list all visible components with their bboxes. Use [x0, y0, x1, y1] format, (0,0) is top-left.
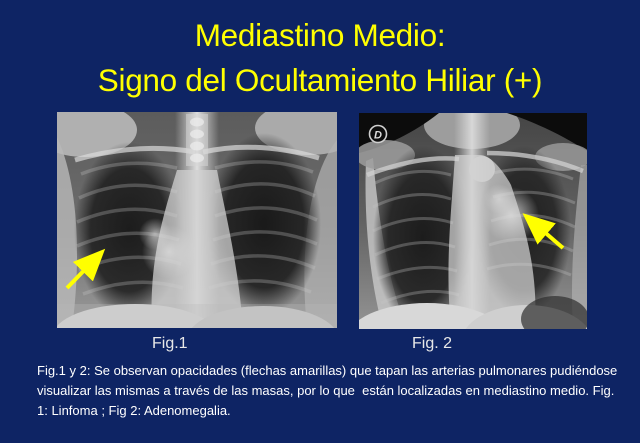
slide-caption: Fig.1 y 2: Se observan opacidades (flechas amarillas) que tapan las arterias pulmonares pudiéndose visualizar las mismas a través de las masas, por lo que están localizadas en mediastino medio. Fig. 1: Linfoma ; Fig 2: Adenomegalia. [37, 363, 621, 418]
side-marker-d-letter: D [374, 129, 382, 142]
diaphragm-fig1 [57, 304, 337, 328]
figure-1 [57, 112, 337, 328]
figure-2-label: Fig. 2 [412, 335, 453, 352]
slide-title [0, 13, 640, 103]
side-marker-d [370, 126, 387, 143]
xray-image-fig1 [57, 112, 337, 328]
xray-image-fig2 [359, 113, 587, 329]
slide-title-line1: Mediastino Medio: [194, 17, 446, 53]
slide-title-line2: Signo del Ocultamiento Hiliar (+) [97, 62, 543, 98]
figure-1-label: Fig.1 [152, 335, 188, 352]
figure-2 [359, 113, 587, 329]
